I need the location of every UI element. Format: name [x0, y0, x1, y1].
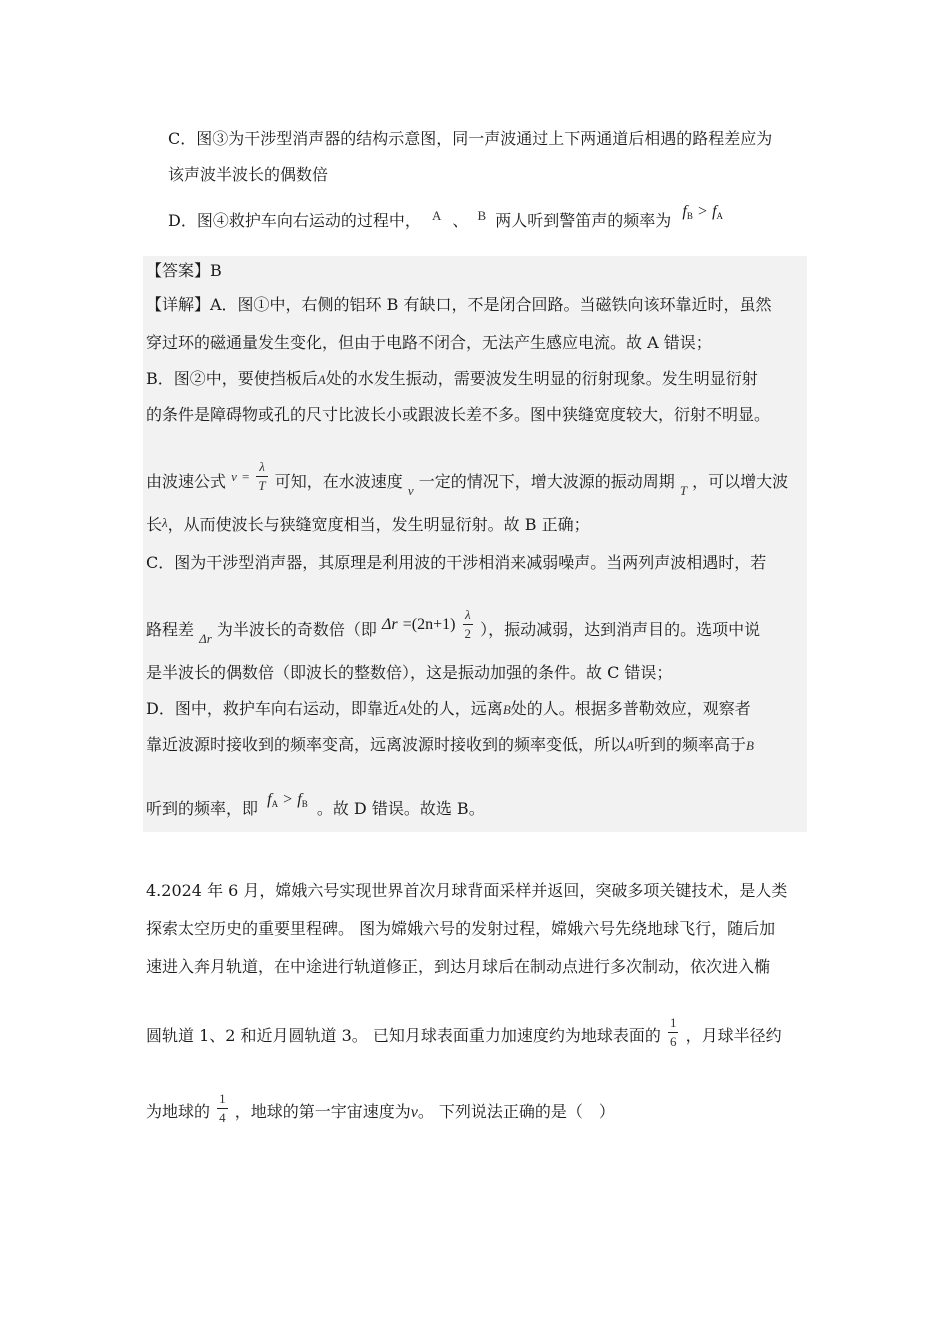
- lambda-over-t-fraction: $\frac{\lambda}{T}$: [258, 459, 266, 493]
- lambda-over-2-fraction: $\frac{\lambda}{2}$: [464, 607, 472, 641]
- option-c-line-2: 该声波半波长的偶数倍: [168, 165, 329, 184]
- detail-d-line-2: 靠近波源时接收到的频率变高，远离波源时接收到的频率变低，所以A听到的频率高于B: [146, 735, 754, 754]
- detail-d-inequality: $f_A > f_B$: [267, 791, 308, 809]
- detail-a-line-2: 穿过环的磁通量发生变化，但由于电路不闭合，无法产生感应电流。故 A 错误；: [146, 333, 712, 352]
- one-sixth-fraction: $\frac{1}{6}$: [669, 1015, 677, 1049]
- question4-line-5: 为地球的 $\frac{1}{4}$ ，地球的第一宇宙速度为v。 下列说法正确的是（ ）: [146, 1091, 615, 1125]
- option-d-prefix: D．图④救护车向右运动的过程中，: [168, 211, 421, 230]
- question4-line-2: 探索太空历史的重要里程碑。 图为嫦娥六号的发射过程，嫦娥六号先绕地球飞行，随后加: [146, 919, 776, 938]
- detail-c-line-3: 是半波长的偶数倍（即波长的整数倍），这是振动加强的条件。故 C 错误；: [146, 663, 673, 682]
- option-d-a: A: [431, 208, 442, 223]
- question4-line-4: 圆轨道 1、2 和近月圆轨道 3。 已知月球表面重力加速度约为地球表面的 $\frac{1}{6}$ ，月球半径约: [146, 1015, 782, 1049]
- detail-c-line-2: 路程差 $_{\Delta r}$ 为半波长的奇数倍（即 Δr =(2n+1) $\frac{\lambda}{2}$ ），振动减弱，达到消声目的。选项中说: [146, 607, 761, 646]
- option-d-mid: 两人听到警笛声的频率为: [495, 211, 672, 230]
- one-quarter-fraction: $\frac{1}{4}$: [219, 1091, 226, 1125]
- option-d-sep: 、: [452, 211, 469, 230]
- detail-b-line-1: B．图②中，要使挡板后A处的水发生振动，需要波发生明显的衍射现象。发生明显衍射: [146, 369, 758, 388]
- answer-label: 【答案】B: [146, 261, 222, 280]
- detail-d-line-1: D．图中，救护车向右运动，即靠近A处的人，远离B处的人。根据多普勒效应，观察者: [146, 699, 751, 718]
- option-d: [168, 203, 724, 237]
- detail-d-line-3: 听到的频率，即 $f_A > f_B$ 。故 D 错误。故选 B。: [146, 791, 485, 818]
- detail-b-line-3: 由波速公式 $^v$ = $\frac{\lambda}{T}$ 可知，在水波速度 $_v$ 一定的情况下，增大波源的振动周期 $_T$ ，可以增大波: [146, 459, 789, 498]
- option-d-inequality: $f_B > f_A$: [682, 203, 724, 221]
- option-c-line-1: C．图③为干涉型消声器的结构示意图，同一声波通过上下两通道后相遇的路程差应为: [168, 129, 773, 148]
- option-d-b: B: [477, 208, 487, 223]
- question4-line-3: 速进入奔月轨道，在中途进行轨道修正，到达月球后在制动点进行多次制动，依次进入椭: [146, 957, 771, 976]
- detail-a-line-1: 【详解】A．图①中，右侧的铝环 B 有缺口，不是闭合回路。当磁铁向该环靠近时，虽然: [146, 295, 772, 314]
- question4-line-1: 4.2024 年 6 月，嫦娥六号实现世界首次月球背面采样并返回，突破多项关键技术，是人类: [146, 881, 788, 900]
- detail-b-line-2: 的条件是障碍物或孔的尺寸比波长小或跟波长差不多。图中狭缝宽度较大，衍射不明显。: [146, 405, 771, 424]
- detail-c-line-1: C．图为干涉型消声器，其原理是利用波的干涉相消来减弱噪声。当两列声波相遇时，若: [146, 553, 767, 572]
- detail-b-line-4: 长λ，从而使波长与狭缝宽度相当，发生明显衍射。故 B 正确；: [146, 515, 590, 534]
